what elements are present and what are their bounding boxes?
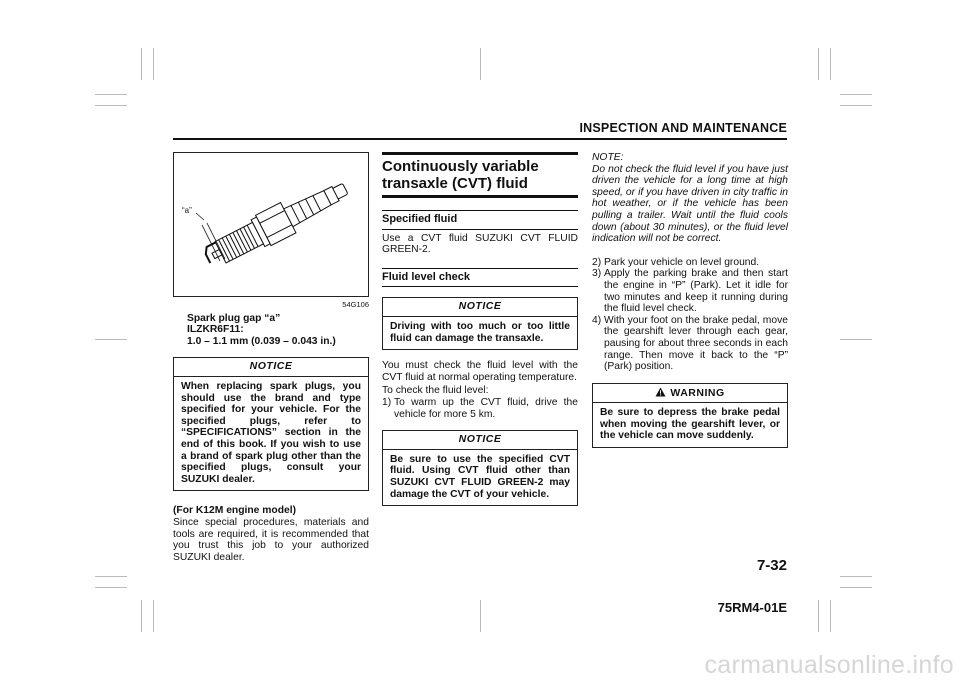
- document-code: 75RM4-01E: [717, 600, 787, 615]
- crop-mark: [95, 576, 127, 577]
- fluid-level-heading: Fluid level check: [382, 268, 578, 288]
- page-number: 7-32: [756, 557, 787, 574]
- figure-code: 54G106: [342, 300, 369, 309]
- caption-line: ILZKR6F11:: [187, 324, 244, 336]
- step-item: [592, 268, 788, 314]
- crop-mark: [95, 105, 127, 106]
- gap-label: “a”: [182, 206, 192, 215]
- notice-heading: NOTICE: [174, 358, 368, 377]
- figure-caption: [187, 313, 369, 348]
- step-text: With your foot on the brake pedal, move the gearshift lever through each gear, pausing for about three seconds in each range. Then move it back to the “P” (Park) position.: [604, 314, 788, 373]
- paragraph: You must check the fluid level with the CVT fluid at normal operating temperature.: [382, 360, 578, 383]
- step-number: 4): [592, 314, 602, 326]
- crop-mark: [840, 105, 872, 106]
- k12m-heading: (For K12M engine model): [173, 505, 296, 517]
- step-text: Park your vehicle on level ground.: [604, 256, 760, 268]
- notice-body: Driving with too much or too little fluid can damage the transaxle.: [390, 320, 570, 344]
- column-2: [382, 152, 578, 506]
- notice-body: When replacing spark plugs, you should use the brand and type specified for your vehicle. For the specified plugs, refer to “SPECIFICATIONS” section in the end of this book. If you wish to use a brand of spark plug other than the specified plugs, consult your SUZUKI dealer.: [181, 380, 361, 485]
- crop-mark: [153, 600, 154, 632]
- crop-mark: [830, 600, 831, 632]
- crop-mark: [830, 48, 831, 80]
- spark-plug-illustration: [174, 153, 368, 296]
- crop-mark: [840, 587, 872, 588]
- crop-mark: [95, 587, 127, 588]
- warning-body: Be sure to depress the brake pedal when moving the gearshift lever, or the vehicle can move suddenly.: [600, 407, 780, 442]
- note-text: Do not check the fluid level if you have just driven the vehicle for a long time at high speed, or if you have driven in city traffic in hot weather, or if the vehicle has been pulling a trailer. Wait until the fluid cools down (about 30 minutes), or the fluid level indication will not be correct.: [592, 163, 788, 245]
- crop-mark: [480, 600, 481, 632]
- step-number: 3): [592, 268, 602, 280]
- header-rule: [173, 138, 787, 140]
- crop-mark: [840, 576, 872, 577]
- paragraph: To check the fluid level:: [382, 385, 489, 397]
- step-list: [592, 257, 788, 373]
- notice-box: [382, 430, 578, 506]
- specified-fluid-heading: Specified fluid: [382, 210, 578, 230]
- notice-box: [173, 357, 369, 491]
- crop-mark: [840, 94, 872, 95]
- crop-mark: [141, 600, 142, 632]
- specified-fluid-text: Use a CVT fluid SUZUKI CVT FLUID GREEN-2.: [382, 232, 578, 256]
- crop-mark: [818, 600, 819, 632]
- step-text: Apply the parking brake and then start the engine in “P” (Park). Let it idle for two minutes and keep it running during the fluid level check.: [604, 268, 788, 315]
- notice-heading: NOTICE: [383, 431, 577, 450]
- step-number: 2): [592, 256, 602, 268]
- notice-box: [382, 297, 578, 350]
- step-number: 1): [382, 396, 392, 408]
- crop-mark: [840, 339, 872, 340]
- warning-triangle-icon: [655, 387, 666, 397]
- step-text: To warm up the CVT fluid, drive the vehicle for more 5 km.: [394, 396, 578, 420]
- watermark: carmanualsonline.info: [704, 651, 954, 679]
- column-3: [592, 152, 788, 448]
- crop-mark: [480, 48, 481, 80]
- caption-line: Spark plug gap “a”: [187, 312, 281, 324]
- spark-plug-figure: [173, 152, 369, 297]
- crop-mark: [141, 48, 142, 80]
- step-item: [592, 315, 788, 373]
- warning-heading: WARNING: [670, 386, 725, 399]
- note-heading: NOTE:: [592, 152, 624, 163]
- k12m-text: Since special procedures, materials and tools are required, it is recommended that you trust this job to your authorized SUZUKI dealer.: [173, 516, 369, 563]
- crop-mark: [818, 48, 819, 80]
- crop-mark: [153, 48, 154, 80]
- header-title: INSPECTION AND MAINTENANCE: [579, 121, 787, 135]
- column-1: [173, 152, 369, 563]
- step-item: [382, 397, 578, 420]
- crop-mark: [95, 94, 127, 95]
- crop-mark: [95, 339, 127, 340]
- step-item: [592, 257, 788, 269]
- notice-body: Be sure to use the specified CVT fluid. Using CVT fluid other than SUZUKI CVT FLUID GREEN-2 may damage the CVT of your vehicle.: [390, 453, 570, 500]
- section-title: Continuously variable transaxle (CVT) fluid: [382, 152, 578, 198]
- caption-line: 1.0 – 1.1 mm (0.039 – 0.043 in.): [187, 335, 336, 347]
- warning-heading-row: [593, 384, 787, 404]
- warning-box: [592, 383, 788, 448]
- notice-heading: NOTICE: [383, 298, 577, 317]
